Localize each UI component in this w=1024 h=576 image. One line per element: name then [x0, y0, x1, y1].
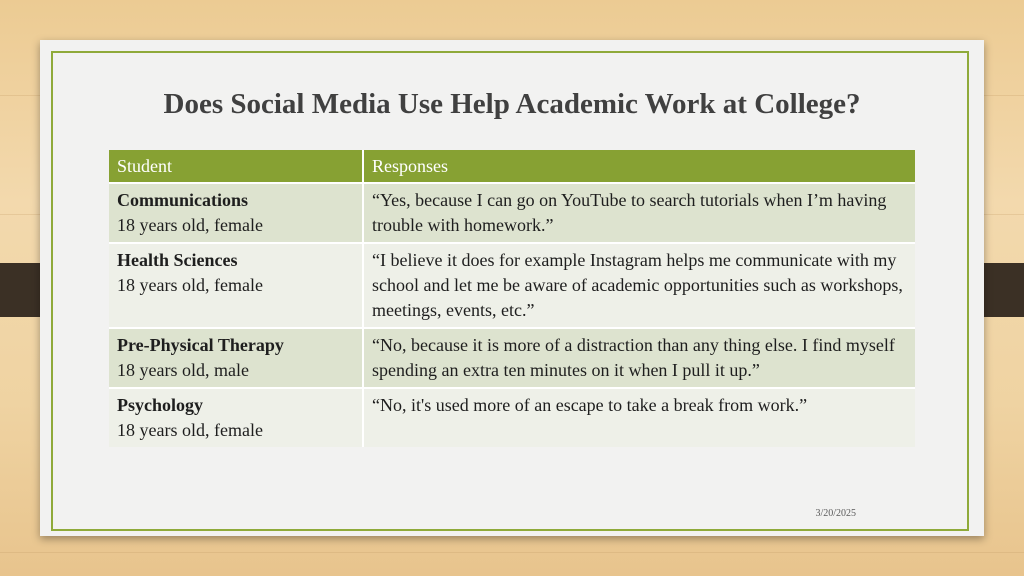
header-student: Student: [109, 150, 363, 183]
responses-table: [109, 150, 915, 447]
table-header-row: [109, 150, 915, 183]
student-cell: [109, 243, 363, 328]
slide-card: [40, 40, 984, 536]
response-cell: “No, because it is more of a distraction than any thing else. I find myself spending an extra ten minutes on it when I pull it up.”: [363, 328, 915, 388]
header-responses: Responses: [363, 150, 915, 183]
slide-title: Does Social Media Use Help Academic Work at College?: [163, 88, 861, 120]
student-major: Pre-Physical Therapy: [117, 335, 284, 355]
student-details: 18 years old, female: [117, 275, 263, 295]
student-cell: [109, 388, 363, 447]
background-grain: [0, 552, 1024, 553]
table-row: [109, 328, 915, 388]
response-cell: “I believe it does for example Instagram helps me communicate with my school and let me be aware of academic opportunities such as workshops, meetings, events, etc.”: [363, 243, 915, 328]
student-major: Communications: [117, 190, 249, 210]
table-row: [109, 243, 915, 328]
table-row: [109, 183, 915, 243]
response-cell: “Yes, because I can go on YouTube to search tutorials when I’m having trouble with homework.”: [363, 183, 915, 243]
table-row: [109, 388, 915, 447]
student-cell: [109, 183, 363, 243]
slide-date: 3/20/2025: [815, 508, 856, 519]
student-details: 18 years old, female: [117, 215, 263, 235]
response-cell: “No, it's used more of an escape to take a break from work.”: [363, 388, 915, 447]
student-major: Health Sciences: [117, 250, 238, 270]
student-major: Psychology: [117, 395, 204, 415]
student-cell: [109, 328, 363, 388]
student-details: 18 years old, female: [117, 420, 263, 440]
student-details: 18 years old, male: [117, 360, 249, 380]
